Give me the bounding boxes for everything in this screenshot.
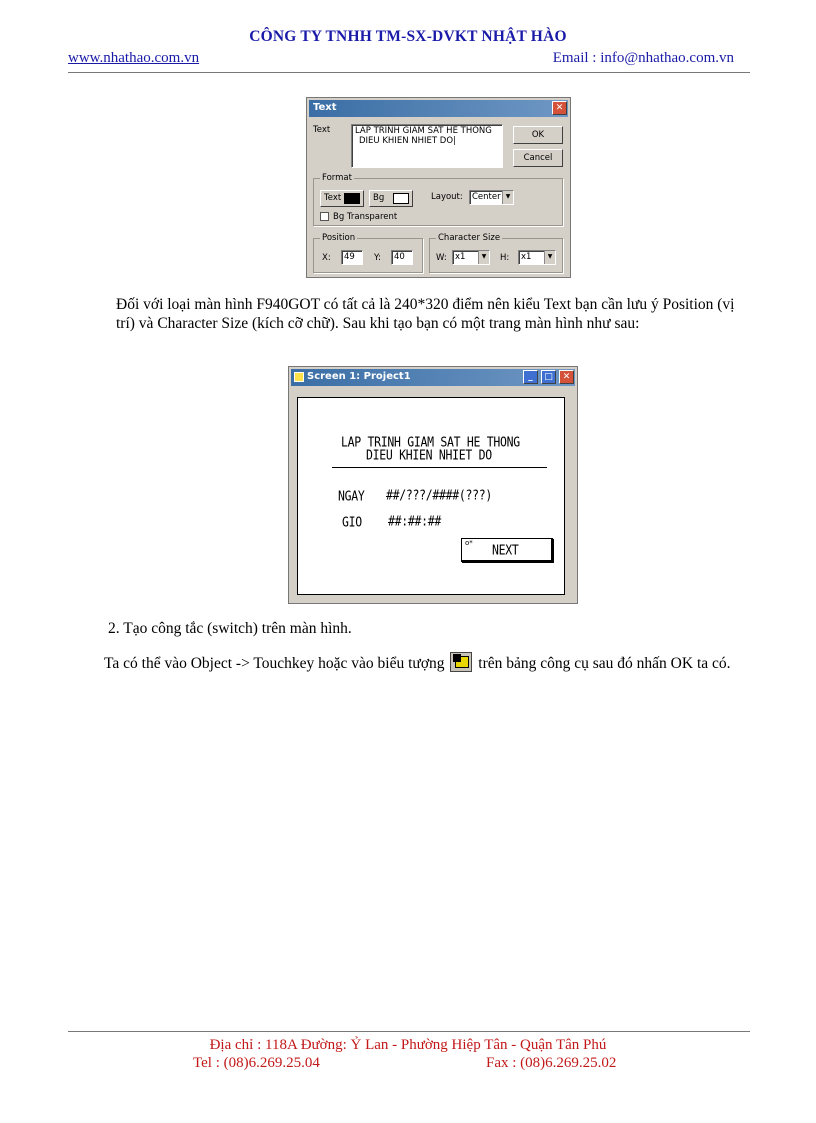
close-icon[interactable]: ✕ — [559, 370, 574, 384]
next-touchkey[interactable] — [461, 538, 553, 562]
format-group — [313, 173, 563, 226]
footer-divider — [68, 1031, 750, 1032]
next-touchkey-label: NEXT — [492, 541, 519, 559]
w-select[interactable] — [452, 250, 490, 265]
close-icon[interactable]: ✕ — [552, 101, 567, 115]
bg-color-label: Bg — [373, 193, 385, 203]
paragraph-touchkey-after: trên bảng công cụ sau đó nhấn OK ta có. — [478, 655, 731, 672]
maximize-icon[interactable]: □ — [541, 370, 556, 384]
w-select-value: x1 — [455, 252, 466, 262]
text-color-swatch — [344, 193, 360, 204]
chevron-down-icon[interactable]: ▼ — [544, 251, 555, 264]
footer-address: Địa chỉ : 118A Đường: Ỷ Lan - Phường Hiệp Tân - Quận Tân Phú — [209, 1037, 607, 1053]
app-icon — [294, 372, 304, 382]
header-divider — [68, 72, 750, 73]
text-input[interactable] — [351, 124, 503, 168]
bg-color-button[interactable] — [369, 190, 413, 207]
screen-window — [288, 366, 578, 604]
company-name: CÔNG TY TNHH TM-SX-DVKT NHẬT HÀO — [249, 28, 567, 45]
screen-line2: DIEU KHIEN NHIET DO — [366, 446, 492, 464]
paragraph-touchkey — [104, 652, 754, 674]
chevron-down-icon[interactable]: ▼ — [478, 251, 489, 264]
bg-transparent-checkbox[interactable] — [320, 212, 329, 221]
screen-titlebar — [291, 369, 575, 386]
text-input-line1: LAP TRINH GIAM SAT HE THONG — [355, 126, 492, 136]
bg-transparent-label: Bg Transparent — [333, 212, 398, 222]
h-select-value: x1 — [521, 252, 532, 262]
format-group-label: Format — [322, 173, 352, 183]
dialog-title: Text — [313, 102, 337, 113]
screen-title: Screen 1: Project1 — [307, 371, 411, 382]
x-input[interactable]: 49 — [341, 250, 363, 265]
paragraph-touchkey-before: Ta có thể vào Object -> Touchkey hoặc vào biểu tượng — [104, 655, 445, 672]
y-input[interactable]: 40 — [391, 250, 413, 265]
ngay-label: NGAY — [338, 487, 365, 505]
position-group-label: Position — [322, 233, 356, 243]
gio-label: GIO — [342, 513, 362, 531]
dialog-titlebar — [309, 100, 568, 117]
touchkey-tool-icon — [450, 652, 472, 672]
character-size-group — [429, 233, 563, 273]
text-label: Text — [313, 125, 331, 135]
minimize-icon[interactable]: _ — [523, 370, 538, 384]
h-label: H: — [500, 253, 510, 263]
position-group — [313, 233, 423, 273]
website-link[interactable]: www.nhathao.com.vn — [68, 50, 200, 66]
character-size-group-label: Character Size — [438, 233, 501, 243]
text-dialog — [306, 97, 571, 278]
h-select[interactable] — [518, 250, 556, 265]
layout-select[interactable] — [469, 190, 514, 205]
next-touchkey-marker: o* — [465, 539, 473, 547]
cancel-button[interactable]: Cancel — [513, 149, 563, 167]
footer-tel: Tel : (08)6.269.25.04 — [193, 1055, 320, 1071]
paragraph-screen-size: Đối với loại màn hình F940GOT có tất cả là 240*320 điểm nên kiểu Text bạn cần lưu ý Position (vị trí) và Character Size (kích cỡ chữ). Sau khi tạo bạn có một trang màn hình như sau: — [116, 296, 735, 332]
text-color-button[interactable] — [320, 190, 364, 207]
x-label: X: — [322, 253, 331, 263]
ngay-value: ##/???/####(???) — [386, 486, 492, 504]
got-screen-canvas[interactable] — [297, 397, 565, 595]
layout-select-value: Center — [472, 192, 501, 202]
layout-label: Layout: — [431, 192, 463, 202]
screen-line1: LAP TRINH GIAM SAT HE THONG — [341, 433, 520, 451]
w-label: W: — [436, 253, 447, 263]
bg-color-swatch — [393, 193, 409, 204]
ok-button[interactable]: OK — [513, 126, 563, 144]
email-contact: Email : info@nhathao.com.vn — [552, 50, 734, 66]
text-color-label: Text — [324, 193, 342, 203]
gio-value: ##:##:## — [388, 512, 441, 530]
step-2-heading: 2. Tạo công tắc (switch) trên màn hình. — [108, 620, 352, 637]
text-input-line2: DIEU KHIEN NHIET DO| — [359, 136, 456, 146]
chevron-down-icon[interactable]: ▼ — [502, 191, 513, 204]
footer-fax: Fax : (08)6.269.25.02 — [486, 1055, 617, 1071]
y-label: Y: — [374, 253, 381, 263]
screen-underline — [332, 467, 547, 468]
